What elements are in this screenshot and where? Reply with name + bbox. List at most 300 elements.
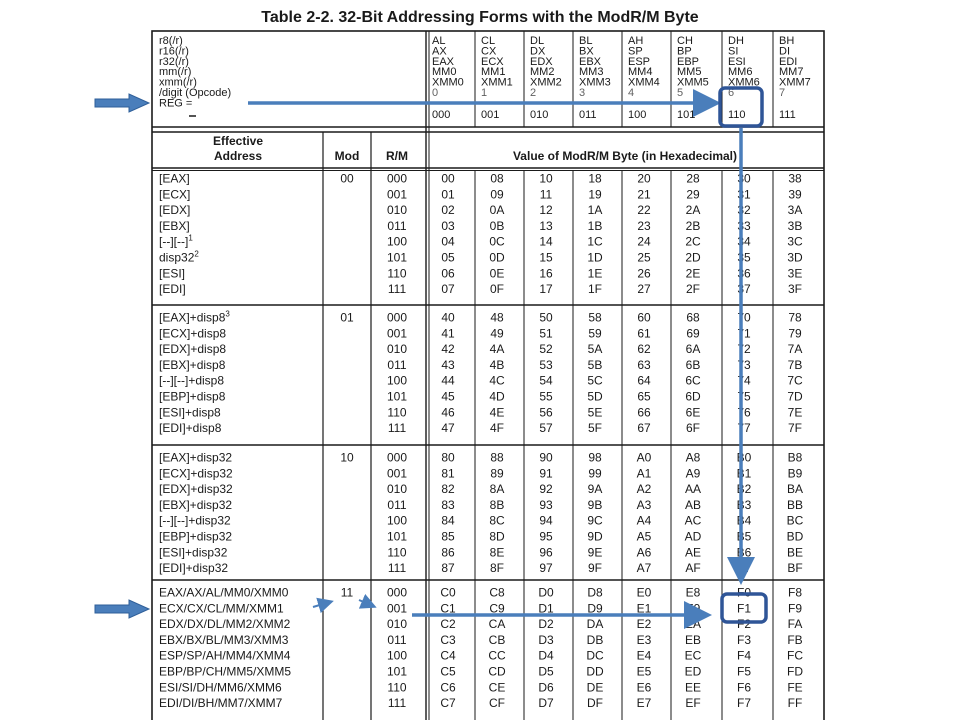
modrm-byte-value: 83 (441, 497, 455, 512)
modrm-byte-value: D9 (587, 601, 603, 616)
effective-address: [--][--]+disp8 (159, 373, 225, 388)
modrm-byte-value: EF (685, 696, 701, 711)
block-arrow-icon (95, 600, 149, 618)
modrm-byte-value: 98 (588, 450, 602, 465)
modrm-byte-value: 09 (490, 187, 504, 202)
modrm-byte-value: 5A (587, 342, 603, 357)
modrm-byte-value: CA (488, 617, 506, 632)
rm-value: 101 (386, 250, 408, 265)
modrm-byte-value: 44 (441, 373, 455, 388)
reg-header-value: 001 (481, 109, 500, 121)
modrm-byte-value: 22 (637, 203, 651, 218)
reg-header-value: AH (628, 35, 644, 47)
rm-value: 111 (387, 696, 407, 711)
effective-address: [EDX]+disp8 (159, 342, 227, 357)
rm-value: 111 (387, 282, 407, 297)
rm-value: 110 (387, 545, 407, 560)
effective-address: [EDI]+disp32 (159, 561, 229, 576)
modrm-byte-value: EA (684, 617, 702, 632)
modrm-byte-value: 3A (787, 203, 803, 218)
modrm-byte-value: 10 (539, 171, 553, 186)
modrm-byte-value: 96 (539, 545, 553, 560)
rm-value: 001 (386, 326, 408, 341)
register-header (159, 35, 811, 121)
reg-header-value: BP (677, 45, 692, 58)
modrm-byte-value: 57 (539, 421, 553, 436)
modrm-byte-value: 64 (637, 373, 651, 388)
rm-value: 011 (387, 632, 407, 647)
modrm-byte-value: 2C (685, 234, 701, 249)
effective-address: [EDX] (159, 203, 191, 218)
reg-header-value: DL (530, 35, 545, 47)
modrm-byte-value: 75 (737, 389, 751, 404)
modrm-byte-value: 20 (637, 171, 651, 186)
reg-header-value: ESI (728, 55, 746, 68)
modrm-byte-value: F9 (787, 601, 803, 616)
reg-header-value: MM2 (530, 66, 555, 79)
modrm-byte-value: EE (684, 680, 702, 695)
modrm-byte-value: 2D (685, 250, 701, 265)
modrm-byte-value: 30 (737, 171, 751, 186)
modrm-byte-value: 77 (737, 421, 751, 436)
effective-address: [EDI]+disp8 (159, 421, 222, 436)
modrm-byte-value: 32 (737, 203, 751, 218)
modrm-byte-value: 52 (539, 342, 553, 357)
modrm-byte-value: F4 (736, 648, 752, 663)
modrm-byte-value: 29 (686, 187, 700, 202)
modrm-byte-value: A1 (636, 466, 652, 481)
modrm-byte-value: 5F (587, 421, 603, 436)
modrm-byte-value: 95 (539, 529, 553, 544)
modrm-byte-value: 16 (539, 266, 553, 281)
rm-value: 000 (386, 450, 408, 465)
column-headers (213, 134, 737, 163)
modrm-byte-value: 46 (441, 405, 455, 420)
reg-header-value: DI (779, 45, 790, 58)
modrm-byte-value: F0 (736, 585, 752, 600)
modrm-byte-value: EB (684, 632, 702, 647)
modrm-byte-value: 1B (587, 218, 603, 233)
effective-address: EBX/BX/BL/MM3/XMM3 (159, 632, 289, 647)
modrm-byte-value: 1F (587, 282, 603, 297)
modrm-byte-value: BA (786, 482, 804, 497)
modrm-byte-value: 94 (539, 513, 553, 528)
rm-value: 010 (386, 617, 408, 632)
modrm-byte-value: C4 (440, 648, 456, 663)
rm-value: 111 (387, 561, 407, 576)
modrm-byte-value: 14 (539, 234, 553, 249)
modrm-byte-value: D5 (538, 664, 554, 679)
reg-header-value: 4 (628, 87, 635, 99)
modrm-byte-value: 5B (587, 357, 603, 372)
modrm-byte-value: 93 (539, 497, 553, 512)
reg-header-value: MM1 (481, 66, 506, 79)
modrm-byte-value: 36 (737, 266, 751, 281)
modrm-byte-value: 7D (787, 389, 803, 404)
modrm-byte-value: BB (786, 497, 804, 512)
modrm-byte-value: DA (586, 617, 604, 632)
rm-value: 001 (386, 601, 408, 616)
modrm-byte-value: 60 (637, 310, 651, 325)
modrm-byte-value: D1 (538, 601, 554, 616)
rm-value: 011 (387, 357, 407, 372)
reg-header-value: 010 (530, 109, 549, 121)
effective-address: EDX/DX/DL/MM2/XMM2 (159, 617, 291, 632)
modrm-byte-value: E6 (636, 680, 652, 695)
mod-value: 10 (340, 450, 354, 465)
modrm-byte-value: AC (684, 513, 702, 528)
reg-header-value: CH (677, 35, 693, 47)
modrm-byte-value: 39 (788, 187, 802, 202)
modrm-byte-value: 54 (539, 373, 553, 388)
modrm-byte-value: CB (488, 632, 506, 647)
modrm-byte-value: 67 (637, 421, 651, 436)
rm-value: 100 (386, 234, 408, 249)
modrm-byte-value: A6 (636, 545, 652, 560)
modrm-byte-value: D6 (538, 680, 554, 695)
modrm-byte-value: 86 (441, 545, 455, 560)
modrm-byte-value: 7F (787, 421, 803, 436)
modrm-byte-value: 9A (587, 482, 603, 497)
modrm-byte-value: 8E (489, 545, 505, 560)
modrm-byte-value: 70 (737, 310, 751, 325)
modrm-byte-value: 8A (489, 482, 505, 497)
modrm-byte-value: FF (787, 696, 803, 711)
modrm-byte-value: 2E (685, 266, 701, 281)
rm-value: 111 (387, 421, 407, 436)
rm-value: 010 (386, 203, 408, 218)
reg-header-value: 110 (728, 109, 746, 121)
modrm-byte-value: D2 (538, 617, 554, 632)
modrm-byte-value: A4 (636, 513, 652, 528)
modrm-byte-value: D4 (538, 648, 554, 663)
reg-header-value: 6 (728, 87, 735, 99)
modrm-byte-value: E9 (685, 601, 701, 616)
reg-header-value: BL (579, 35, 593, 47)
modrm-byte-value: 45 (441, 389, 455, 404)
modrm-byte-value: 12 (539, 203, 553, 218)
modrm-byte-value: 06 (441, 266, 455, 281)
modrm-byte-value: 28 (686, 171, 700, 186)
reg-header-label: mm(/r) (159, 66, 192, 79)
modrm-byte-value: 5C (587, 373, 603, 388)
effective-address: [EBX]+disp8 (159, 357, 226, 372)
modrm-byte-value: E5 (636, 664, 652, 679)
reg-header-value: AX (432, 45, 447, 58)
modrm-byte-value: AB (684, 497, 702, 512)
modrm-byte-value: 58 (588, 310, 602, 325)
rm-value: 101 (386, 389, 408, 404)
reg-header-value: MM0 (432, 66, 457, 79)
rm-value: 011 (387, 218, 407, 233)
reg-header-value: 7 (779, 87, 786, 99)
reg-header-value: 011 (579, 109, 597, 121)
reg-header-value: XMM5 (677, 76, 709, 89)
modrm-byte-value: 7B (787, 357, 803, 372)
reg-header-value: XMM0 (432, 76, 464, 89)
modrm-byte-value: 05 (441, 250, 455, 265)
modrm-byte-value: 40 (441, 310, 455, 325)
modrm-byte-value: C5 (440, 664, 456, 679)
modrm-byte-value: B2 (736, 482, 752, 497)
reg-header-value: 000 (432, 109, 451, 121)
block-arrow-icon (95, 94, 149, 112)
modrm-byte-value: DC (586, 648, 604, 663)
modrm-byte-value: 0A (489, 203, 505, 218)
modrm-byte-value: 87 (441, 561, 455, 576)
modrm-byte-value: 5E (587, 405, 603, 420)
reg-header-value: ECX (481, 55, 504, 68)
effective-address: [ESI]+disp32 (159, 545, 228, 560)
modrm-byte-value: E2 (636, 617, 652, 632)
modrm-byte-value: 23 (637, 218, 651, 233)
col-header-rm: R/M (386, 149, 408, 163)
modrm-byte-value: 7C (787, 373, 803, 388)
reg-header-value: 0 (432, 87, 439, 99)
modrm-byte-value: C6 (440, 680, 456, 695)
modrm-byte-value: B1 (736, 466, 752, 481)
modrm-byte-value: 3C (787, 234, 803, 249)
modrm-byte-value: F2 (736, 617, 752, 632)
modrm-byte-value: 8B (489, 497, 505, 512)
modrm-byte-value: 9D (587, 529, 603, 544)
modrm-byte-value: 08 (490, 171, 504, 186)
modrm-byte-value: 80 (441, 450, 455, 465)
modrm-byte-value: A5 (636, 529, 652, 544)
rm-value: 110 (387, 405, 407, 420)
modrm-byte-value: B4 (736, 513, 752, 528)
reg-header-value: BH (779, 35, 795, 47)
modrm-byte-value: 69 (686, 326, 700, 341)
rm-value: 101 (386, 664, 408, 679)
table-body (159, 172, 804, 711)
modrm-byte-value: 1E (587, 266, 603, 281)
effective-address: [ESI]+disp8 (159, 405, 221, 420)
reg-header-value: EAX (432, 55, 455, 68)
modrm-byte-value: DB (586, 632, 604, 647)
modrm-byte-value: AA (684, 482, 702, 497)
modrm-byte-value: E7 (636, 696, 652, 711)
modrm-byte-value: 9C (587, 513, 603, 528)
modrm-byte-value: 91 (539, 466, 553, 481)
modrm-byte-value: 6C (685, 373, 701, 388)
modrm-byte-value: 17 (539, 282, 553, 297)
modrm-byte-value: 7E (787, 405, 803, 420)
reg-header-label: /digit (Opcode) (159, 87, 232, 99)
modrm-byte-value: 0E (489, 266, 505, 281)
modrm-byte-value: 53 (539, 357, 553, 372)
modrm-byte-value: 27 (637, 282, 651, 297)
reg-header-value: DX (530, 45, 546, 58)
effective-address: [EBX]+disp32 (159, 497, 233, 512)
modrm-byte-value: 55 (539, 389, 553, 404)
modrm-byte-value: A9 (685, 466, 701, 481)
modrm-byte-value: 73 (737, 357, 751, 372)
modrm-byte-value: 3D (787, 250, 803, 265)
modrm-byte-value: BE (786, 545, 804, 560)
modrm-byte-value: DD (586, 664, 604, 679)
modrm-byte-value: B7 (736, 561, 752, 576)
arrow-ea-to-mod (313, 602, 330, 607)
effective-address: $[EAX]+disp8^3$ (159, 309, 230, 325)
reg-header-value: 3 (579, 87, 586, 99)
reg-header-value: 101 (677, 109, 696, 121)
effective-address: [EBX] (159, 218, 190, 233)
reg-header-value: ESP (628, 55, 651, 68)
modrm-byte-value: BF (787, 561, 803, 576)
modrm-byte-value: 56 (539, 405, 553, 420)
modrm-byte-value: 49 (490, 326, 504, 341)
reg-header-value: SI (728, 45, 739, 58)
reg-header-value: CX (481, 45, 497, 58)
mod-value: 00 (340, 171, 354, 186)
rm-value: 001 (386, 187, 408, 202)
modrm-byte-value: 3B (787, 218, 803, 233)
modrm-byte-value: B0 (736, 450, 752, 465)
modrm-byte-value: AF (685, 561, 701, 576)
reg-header-value: MM7 (779, 66, 804, 79)
modrm-byte-value: 41 (441, 326, 455, 341)
effective-address: [EBP]+disp8 (159, 389, 226, 404)
col-header-effective-address: Address (213, 149, 263, 163)
effective-address: EBP/BP/CH/MM5/XMM5 (159, 664, 292, 679)
modrm-byte-value: E0 (636, 585, 652, 600)
modrm-byte-value: 0F (489, 282, 505, 297)
modrm-byte-value: 5D (587, 389, 603, 404)
modrm-byte-value: 6E (685, 405, 701, 420)
modrm-byte-value: ED (684, 664, 702, 679)
modrm-byte-value: 6A (685, 342, 701, 357)
modrm-byte-value: 4B (489, 357, 505, 372)
rm-value: 100 (386, 373, 408, 388)
reg-header-value: EDX (530, 55, 553, 68)
effective-address: [EAX] (159, 171, 190, 186)
modrm-byte-value: B8 (787, 450, 803, 465)
modrm-byte-value: 9B (587, 497, 603, 512)
modrm-byte-value: D3 (538, 632, 554, 647)
modrm-byte-value: A7 (636, 561, 652, 576)
reg-header-value: AL (432, 35, 446, 47)
modrm-byte-value: B5 (736, 529, 752, 544)
modrm-byte-value: F1 (736, 601, 752, 616)
modrm-byte-value: C2 (440, 617, 456, 632)
modrm-byte-value: 48 (490, 310, 504, 325)
rm-value: 001 (386, 466, 408, 481)
modrm-byte-value: 04 (441, 234, 455, 249)
modrm-byte-value: 6F (685, 421, 701, 436)
modrm-byte-value: 62 (637, 342, 651, 357)
modrm-byte-value: 1C (587, 234, 603, 249)
modrm-byte-value: 2B (685, 218, 701, 233)
modrm-byte-value: 97 (539, 561, 553, 576)
modrm-byte-value: 3E (787, 266, 803, 281)
reg-header-value: XMM1 (481, 76, 513, 89)
modrm-byte-value: 4A (489, 342, 505, 357)
modrm-byte-value: 43 (441, 357, 455, 372)
modrm-byte-value: 03 (441, 218, 455, 233)
modrm-byte-value: EC (684, 648, 702, 663)
reg-header-label: r32(/r) (159, 55, 189, 68)
modrm-byte-value: A0 (636, 450, 652, 465)
rm-value: 100 (386, 513, 408, 528)
reg-header-value: BX (579, 45, 594, 58)
modrm-byte-value: CE (488, 680, 506, 695)
modrm-byte-value: 18 (588, 171, 602, 186)
modrm-byte-value: 99 (588, 466, 602, 481)
modrm-byte-value: 90 (539, 450, 553, 465)
rm-value: 000 (386, 310, 408, 325)
modrm-byte-value: E1 (636, 601, 652, 616)
reg-header-value: EDI (779, 55, 798, 68)
modrm-byte-value: D0 (538, 585, 554, 600)
modrm-byte-value: AD (684, 529, 702, 544)
reg-header-value: MM6 (728, 66, 753, 79)
reg-header-value: CL (481, 35, 496, 47)
modrm-byte-value: CD (488, 664, 506, 679)
modrm-byte-value: 59 (588, 326, 602, 341)
modrm-byte-value: 81 (441, 466, 455, 481)
col-header-value: Value of ModR/M Byte (in Hexadecimal) (512, 149, 738, 163)
modrm-byte-value: C8 (489, 585, 505, 600)
modrm-byte-value: C1 (440, 601, 456, 616)
rm-value: 100 (386, 648, 408, 663)
modrm-byte-value: BC (786, 513, 804, 528)
modrm-byte-value: C9 (489, 601, 505, 616)
rm-value: 101 (386, 529, 408, 544)
modrm-byte-value: 01 (441, 187, 455, 202)
modrm-byte-value: FC (787, 648, 803, 663)
modrm-byte-value: 61 (637, 326, 651, 341)
modrm-byte-value: E3 (636, 632, 652, 647)
modrm-byte-value: 0C (489, 234, 505, 249)
rm-value: 110 (387, 680, 407, 695)
modrm-byte-value: A2 (636, 482, 652, 497)
mod-value: 11 (340, 585, 354, 600)
modrm-byte-value: A3 (636, 497, 652, 512)
modrm-byte-value: 11 (539, 187, 553, 202)
effective-address: [ECX] (159, 187, 191, 202)
modrm-byte-value: 34 (737, 234, 751, 249)
modrm-byte-value: 42 (441, 342, 455, 357)
modrm-byte-value: BD (786, 529, 804, 544)
modrm-byte-value: FB (787, 632, 803, 647)
modrm-byte-value: 13 (539, 218, 553, 233)
modrm-byte-value: 65 (637, 389, 651, 404)
modrm-byte-value: F6 (736, 680, 752, 695)
modrm-byte-value: CC (488, 648, 506, 663)
modrm-byte-value: 00 (441, 171, 455, 186)
modrm-byte-value: 26 (637, 266, 651, 281)
modrm-byte-value: 25 (637, 250, 651, 265)
modrm-byte-value: 85 (441, 529, 455, 544)
reg-header-value: XMM7 (779, 76, 811, 89)
rm-value: 010 (386, 342, 408, 357)
modrm-byte-value: 92 (539, 482, 553, 497)
table-title: Table 2-2. 32-Bit Addressing Forms with the ModR/M Byte (261, 9, 699, 26)
modrm-byte-value: E4 (636, 648, 652, 663)
reg-header-value: XMM4 (628, 76, 660, 89)
reg-header-label: r16(/r) (159, 45, 189, 58)
reg-header-value: 111 (779, 109, 796, 121)
modrm-byte-value: 37 (737, 282, 751, 297)
modrm-byte-value: 3F (787, 282, 803, 297)
modrm-byte-value: D7 (538, 696, 554, 711)
modrm-byte-value: 50 (539, 310, 553, 325)
modrm-byte-value: 8C (489, 513, 505, 528)
reg-header-value: XMM3 (579, 76, 611, 89)
reg-header-value: 1 (481, 87, 488, 99)
modrm-byte-value: C0 (440, 585, 456, 600)
